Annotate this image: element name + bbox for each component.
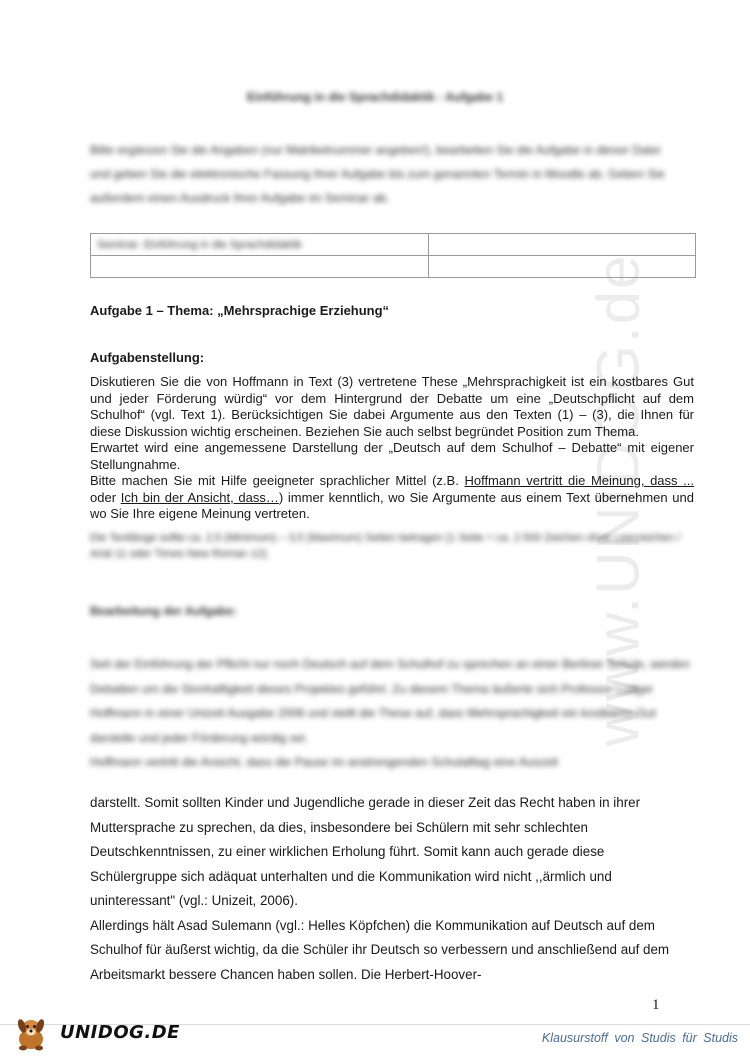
- page-number: 1: [652, 997, 660, 1013]
- unidog-logo[interactable]: [10, 1014, 180, 1054]
- logo-text: UNIDOG.DE: [60, 1022, 180, 1043]
- example-phrase-1: Hoffmann vertritt die Meinung, dass ...: [464, 473, 695, 488]
- table-cell: [91, 256, 429, 278]
- task-p3-start: Bitte machen Sie mit Hilfe geeigneter sprachlicher Mittel (z.B.: [90, 473, 465, 488]
- table-row: [91, 234, 696, 256]
- blurred-paragraph-2: Hoffmann vertritt die Ansicht, dass die Pause im anstrengenden Schulalltag eine Auszeit: [90, 755, 559, 769]
- task-subheading: Aufgabenstellung:: [90, 350, 205, 365]
- length-note: Die Textlänge sollte ca. 2,5 (Minimum) – 3,5 (Maximum) Seiten betragen (1 Seite = ca. 2.500 Zeichen ohne Leerzeichen / Arial 11 oder Times New Roman 12).: [90, 532, 681, 560]
- task-description: [90, 374, 694, 523]
- seminar-label-cell: Seminar: Einführung in die Sprachdidaktik: [91, 234, 429, 256]
- answer-paragraph-1: darstellt. Somit sollten Kinder und Jugendliche gerade in dieser Zeit das Recht haben in ihrer Muttersprache zu sprechen, da dies, insbesondere bei Schülern mit sehr schlechten Deutschkenntnissen, zu einer wirklichen Erholung führt. Somit kann auch gerade diese Schülergruppe sich adäquat unterhalten und die Kommunikation wird nicht ,,ärmlich und uninteressant" (vgl.: Unizeit, 2006).: [90, 795, 641, 908]
- blurred-body: [90, 652, 690, 775]
- task-p3-mid: oder: [90, 489, 121, 505]
- document-title: Einführung in die Sprachdidaktik - Aufgabe 1: [246, 90, 504, 104]
- seminar-value-cell: [429, 234, 696, 256]
- watermark: www.UNIDOG.de: [584, 253, 652, 747]
- blurred-paragraph-1: Seit der Einführung der Pflicht nur noch Deutsch auf dem Schulhof zu sprechen an einer Berliner Schule, werden Debatten um die Sinnhaftigkeit dieses Projektes geführt. Zu diesem Thema äußerte sich Professor Ludger Hoffmann in einer Unizeit Ausgabe 2006 und stellt die These auf, dass Mehrsprachigkeit ein kostbares Gut darstelle und jeder Förderung würdig sei.: [90, 657, 690, 745]
- table-cell: [429, 256, 696, 278]
- dog-icon: [10, 1014, 56, 1054]
- task-p3-end: ) immer kenntlich, wo Sie Argumente aus einem Text übernehmen und wo Sie Ihre eigene Meinung vertreten.: [90, 489, 694, 521]
- bearbeitung-heading: Bearbeitung der Aufgabe:: [90, 604, 237, 618]
- intro-paragraph: Bitte ergänzen Sie die Angaben (nur Matrikelnummer angeben!), bearbeiten Sie die Aufgabe in dieser Datei und geben Sie die elektronische Fassung Ihrer Aufgabe bis zum genannten Termin in Moodle ab. Geben Sie außerdem einen Ausdruck Ihrer Aufgabe im Seminar ab.: [90, 143, 665, 205]
- example-phrase-2: Ich bin der Ansicht, dass…: [120, 489, 279, 505]
- task-paragraph-2: Erwartet wird eine angemessene Darstellung der „Deutsch auf dem Schulhof – Debatte“ mit eigener Stellungnahme.: [90, 440, 694, 472]
- task-heading: Aufgabe 1 – Thema: „Mehrsprachige Erziehung“: [90, 303, 390, 318]
- seminar-info-table: [90, 233, 696, 278]
- task-paragraph-1: Diskutieren Sie die von Hoffmann in Text (3) vertretene These „Mehrsprachigkeit ist ein kostbares Gut und jeder Förderung würdig“ vor dem Hintergrund der Debatte um eine „Deutschpflicht auf dem Schulhof“ (vgl. Text 1). Berücksichtigen Sie dabei Argumente aus den Texten (1) – (3), die Ihnen für diese Diskussion wichtig erscheinen. Beziehen Sie auch selbst begründet Position zum Thema.: [90, 374, 694, 439]
- task-paragraph-3: [90, 473, 694, 523]
- answer-body: [90, 791, 694, 987]
- footer-tagline: Klausurstoff von Studis für Studis: [541, 1031, 738, 1045]
- answer-paragraph-2: Allerdings hält Asad Sulemann (vgl.: Helles Köpfchen) die Kommunikation auf Deutsch auf dem Schulhof für äußerst wichtig, da die Schüler ihr Deutsch so verbessern und anschließend auf dem Arbeitsmarkt bessere Chancen haben sollen. Die Herbert-Hoover-: [90, 917, 670, 982]
- table-row: [91, 256, 696, 278]
